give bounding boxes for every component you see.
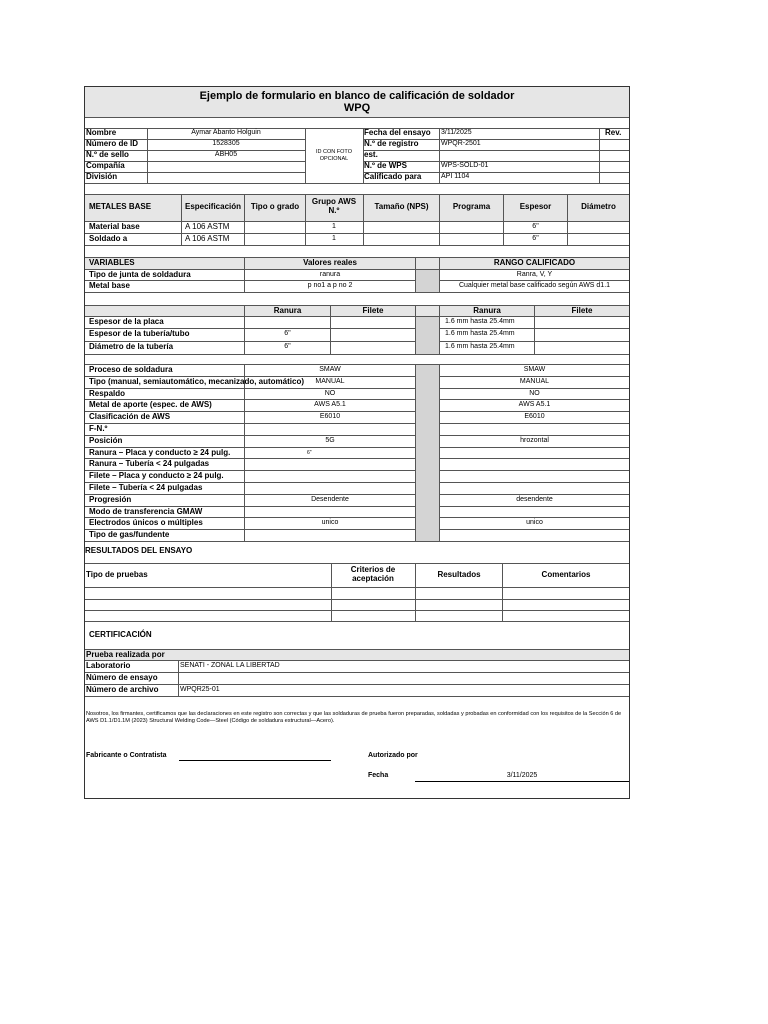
division-value[interactable] [148, 172, 304, 183]
junta-rango[interactable]: Ranra, V, Y [516, 271, 553, 278]
col-tipo-grado: Tipo o grado [250, 202, 300, 211]
process-row-rango[interactable] [440, 448, 629, 458]
ensayo-label: Número de ensayo [86, 673, 158, 682]
process-row-value[interactable] [245, 530, 415, 540]
prueba-label: Prueba realizada por [86, 650, 165, 659]
process-row-value[interactable] [245, 424, 415, 434]
process-row-rango[interactable]: E6010 [524, 413, 545, 420]
ensayo-value[interactable] [180, 673, 480, 684]
id-label: Número de ID [86, 139, 139, 148]
process-row-label: F-N.º [89, 424, 108, 433]
process-row-rango[interactable]: SMAW [523, 366, 546, 373]
process-row-label: Modo de transferencia GMAW [89, 507, 203, 516]
process-row-rango[interactable] [440, 471, 629, 481]
process-row-rango[interactable] [440, 459, 629, 469]
valores-reales-title: Valores reales [303, 258, 357, 267]
process-row-label: Tipo (manual, semiautomático, mecanizado, automático) [89, 377, 305, 386]
wpq-form [84, 86, 630, 799]
fecha-label: Fecha del ensayo [364, 128, 431, 137]
process-row-rango[interactable]: hrozontal [520, 437, 549, 444]
fabricante-label: Fabricante o Contratista [86, 752, 167, 759]
compania-value[interactable] [148, 161, 304, 172]
resultados-title: RESULTADOS DEL ENSAYO [85, 546, 193, 555]
fecha-cert-label: Fecha [368, 772, 389, 779]
col-tamano: Tamaño (NPS) [374, 202, 429, 211]
archivo-value[interactable]: WPQR25-01 [180, 686, 220, 693]
dims-row-label: Espesor de la tubería/tubo [89, 329, 190, 338]
process-row-value[interactable]: 5G [325, 437, 335, 444]
est-label: est. [364, 150, 378, 159]
title-block [85, 87, 629, 118]
wps-value[interactable]: WPS-SOLD-01 [441, 162, 489, 169]
col-espesor: Espesor [519, 202, 552, 211]
process-row-rango[interactable]: AWS A5.1 [518, 401, 551, 408]
fecha-value[interactable]: 3/11/2025 [441, 129, 472, 136]
process-row-label: Respaldo [89, 389, 126, 398]
process-row-label: Clasificación de AWS [89, 412, 171, 421]
rango-ranura-header: Ranura [473, 306, 501, 315]
registro-value[interactable]: WPQR-2501 [441, 140, 481, 147]
calificado-value[interactable]: API 1104 [441, 173, 470, 180]
process-row-label: Electrodos únicos o múltiples [89, 518, 203, 527]
process-row-value[interactable]: AWS A5.1 [314, 401, 346, 408]
process-row-value[interactable]: unico [321, 519, 339, 526]
metal-row-espesor[interactable]: 6" [532, 235, 539, 242]
process-row-rango[interactable]: NO [529, 390, 540, 397]
fecha-signature-line[interactable] [415, 781, 629, 782]
junta-label: Tipo de junta de soldadura [89, 270, 191, 279]
col-especificacion: Especificación [184, 202, 242, 211]
photo-placeholder: ID CON FOTO OPCIONAL [316, 149, 352, 162]
process-row-rango[interactable] [440, 530, 629, 540]
id-value[interactable]: 1528305 [212, 140, 240, 147]
process-row-label: Tipo de gas/fundente [89, 530, 170, 539]
col-tipo-pruebas: Tipo de pruebas [86, 570, 148, 579]
rango-title: RANGO CALIFICADO [493, 258, 576, 267]
process-row-label: Posición [89, 436, 123, 445]
metal-row-grupo[interactable]: 1 [332, 235, 336, 242]
form-title: Ejemplo de formulario en blanco de calificación de soldador [199, 90, 515, 102]
rango-filete-header: Filete [571, 306, 593, 315]
dims-row-value[interactable]: 6'' [284, 330, 291, 337]
process-row-value[interactable]: NO [324, 390, 336, 397]
sello-value[interactable]: ABH05 [214, 151, 238, 158]
dims-row-rango[interactable]: 1.6 mm hasta 25.4mm [445, 343, 515, 350]
rev-label: Rev. [605, 128, 622, 137]
process-row-value[interactable] [245, 459, 415, 469]
process-row-rango[interactable]: desendente [516, 496, 553, 503]
col-criterios: Criterios de aceptación [350, 565, 396, 583]
dims-row-rango[interactable]: 1.6 mm hasta 25.4mm [445, 330, 515, 337]
dims-filete-header: Filete [362, 306, 384, 315]
process-row-rango[interactable] [440, 507, 629, 517]
archivo-label: Número de archivo [86, 685, 159, 694]
dims-ranura-header: Ranura [273, 306, 302, 315]
compania-label: Compañía [86, 161, 125, 170]
process-row-value[interactable]: MANUAL [315, 378, 345, 385]
dims-row-rango[interactable]: 1.6 mm hasta 25.4mm [445, 318, 515, 325]
autorizado-label: Autorizado por [368, 752, 418, 759]
registro-label: N.º de registro [364, 139, 419, 148]
metal-row-espesor[interactable]: 6" [532, 223, 539, 230]
process-row-rango[interactable]: unico [526, 519, 543, 526]
process-row-label: Filete – Placa y conducto ≥ 24 pulg. [89, 471, 224, 480]
process-row-rango[interactable] [440, 483, 629, 493]
process-row-value[interactable]: E6010 [319, 413, 341, 420]
junta-value[interactable]: ranura [319, 271, 341, 278]
division-label: División [86, 172, 118, 181]
metal-row-spec[interactable]: A 106 ASTM [185, 222, 230, 231]
col-diametro: Diámetro [581, 202, 616, 211]
process-row-label: Progresión [89, 495, 132, 504]
process-row-value[interactable]: Desendente [311, 496, 349, 503]
process-row-value[interactable] [245, 483, 415, 493]
form-subtitle: WPQ [343, 102, 371, 114]
process-row-label: Metal de aporte (espec. de AWS) [89, 400, 212, 409]
metal-row-grupo[interactable]: 1 [332, 223, 336, 230]
metales-title: METALES BASE [89, 202, 152, 211]
process-row-value[interactable]: SMAW [319, 366, 341, 373]
calificado-label: Calificado para [364, 172, 422, 181]
process-row-value[interactable] [245, 471, 415, 481]
wps-label: N.º de WPS [364, 161, 407, 170]
metal-base-label: Metal base [89, 281, 130, 290]
process-row-rango[interactable]: MANUAL [519, 378, 550, 385]
nombre-label: Nombre [86, 128, 117, 137]
dims-row-value[interactable]: 6'' [284, 343, 291, 350]
process-row-label: Proceso de soldadura [89, 365, 173, 374]
dims-row-label: Diámetro de la tubería [89, 342, 174, 351]
cert-title: CERTIFICACIÓN [89, 630, 152, 639]
metal-row-label: Soldado a [89, 234, 128, 243]
dims-row-label: Espesor de la placa [89, 317, 164, 326]
process-row-label: Ranura – Placa y conducto ≥ 24 pulg. [89, 448, 231, 457]
lab-label: Laboratorio [86, 661, 131, 670]
col-programa: Programa [452, 202, 491, 211]
cert-statement: Nosotros, los firmantes, certificamos que las declaraciones en este registro son correctas y que las soldaduras de prueba fueron preparadas, soldadas y probadas en conformidad con los requisitos de la Sección 6 de AWS D1.1/D1.1M (2023) Structural Welding Code—Steel (Código de soldadura estructural—Acero). [86, 711, 622, 724]
metal-row-label: Material base [89, 222, 140, 231]
variables-title: VARIABLES [89, 258, 135, 267]
process-row-label: Filete – Tubería < 24 pulgadas [89, 483, 203, 492]
col-grupo-aws: Grupo AWS N.º [311, 197, 357, 215]
nombre-value[interactable]: Aymar Abanto Holguin [191, 129, 261, 136]
process-row-rango[interactable] [440, 424, 629, 434]
lab-value[interactable]: SENATI - ZONAL LA LIBERTAD [180, 662, 280, 669]
col-comentarios: Comentarios [541, 570, 591, 579]
process-row-value[interactable] [245, 507, 415, 517]
metal-base-rango[interactable]: Cualquier metal base calificado según AWS d1.1 [458, 282, 611, 289]
metal-row-spec[interactable]: A 106 ASTM [185, 234, 230, 243]
fabricante-signature-line[interactable] [179, 760, 331, 761]
metal-base-value[interactable]: p no1 a p no 2 [307, 282, 353, 289]
process-row-value[interactable]: 6" [307, 450, 312, 456]
process-row-label: Ranura – Tubería < 24 pulgadas [89, 459, 210, 468]
col-resultados: Resultados [437, 570, 481, 579]
fecha-cert-value[interactable]: 3/11/2025 [506, 772, 538, 779]
sello-label: N.º de sello [86, 150, 129, 159]
